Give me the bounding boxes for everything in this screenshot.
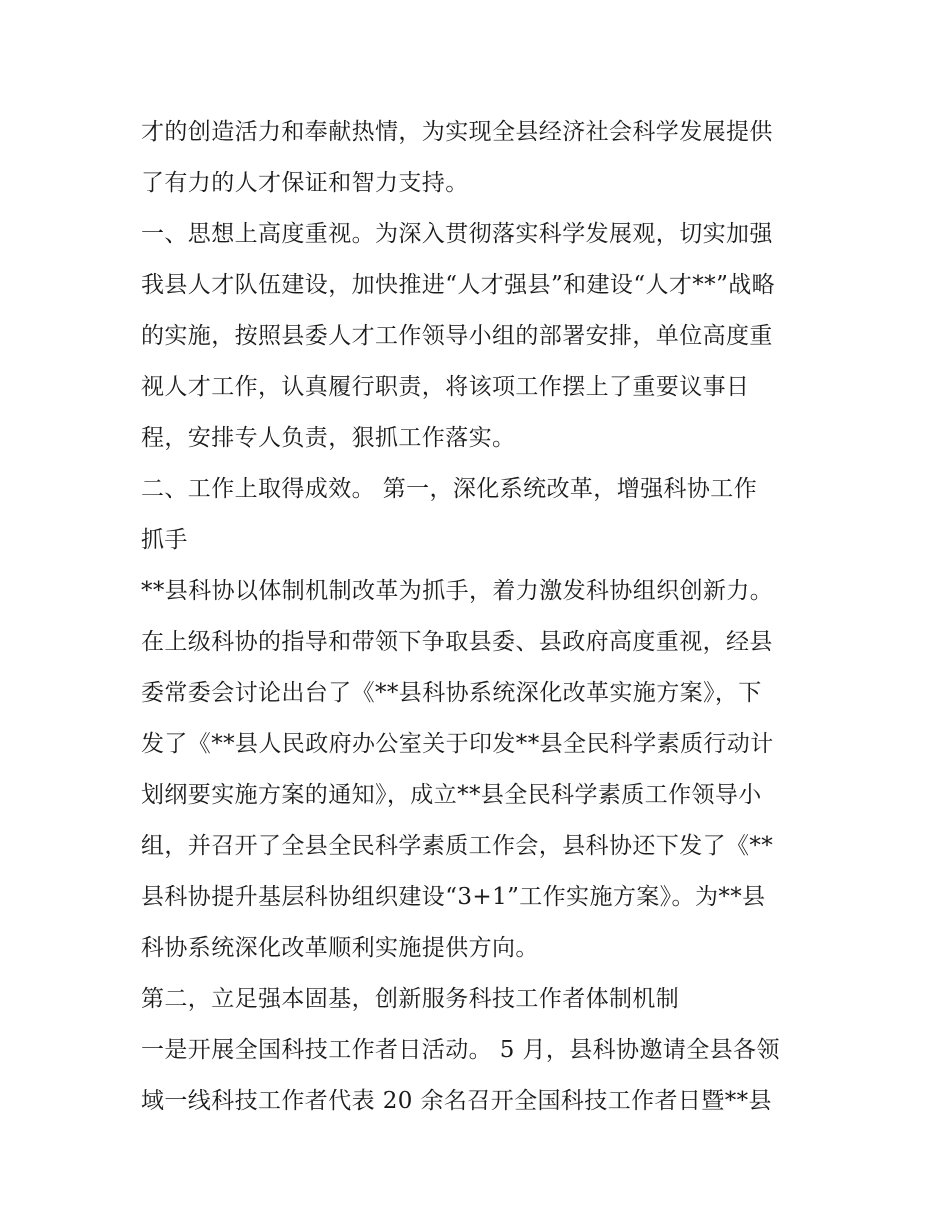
text-line: 抓手 xyxy=(141,527,188,553)
text-line: 在上级科协的指导和带领下争取县委、县政府高度重视，经县 xyxy=(141,629,773,655)
text-line: 县科协提升基层科协组织建设“3+1”工作实施方案》。为**县 xyxy=(141,884,766,910)
text-line: 视人才工作，认真履行职责，将该项工作摆上了重要议事日 xyxy=(141,374,750,400)
text-line: **县科协以体制机制改革为抓手，着力激发科协组织创新力。 xyxy=(141,578,774,604)
text-line: 第二，立足强本固基，创新服务科技工作者体制机制 xyxy=(141,986,680,1012)
text-line: 科协系统深化改革顺利实施提供方向。 xyxy=(141,935,539,961)
text-line: 我县人才队伍建设，加快推进“人才强县”和建设“人才**”战略 xyxy=(141,272,776,298)
text-line: 程，安排专人负责，狠抓工作落实。 xyxy=(141,425,516,451)
text-line: 划纲要实施方案的通知》，成立**县全民科学素质工作领导小 xyxy=(141,782,762,808)
text-line: 二、工作上取得成效。 第一，深化系统改革，增强科协工作 xyxy=(141,476,758,502)
text-line: 的实施，按照县委人才工作领导小组的部署安排，单位高度重 xyxy=(141,323,773,349)
text-line: 域一线科技工作者代表 20 余名召开全国科技工作者日暨**县 xyxy=(141,1088,772,1114)
text-line: 组，并召开了全县全民科学素质工作会，县科协还下发了《** xyxy=(141,833,774,859)
text-line: 才的创造活力和奉献热情，为实现全县经济社会科学发展提供 xyxy=(141,119,773,145)
text-line: 发了《**县人民政府办公室关于印发**县全民科学素质行动计 xyxy=(141,731,774,757)
text-line: 一、思想上高度重视。为深入贯彻落实科学发展观，切实加强 xyxy=(141,221,773,247)
text-line: 了有力的人才保证和智力支持。 xyxy=(141,170,469,196)
text-line: 一是开展全国科技工作者日活动。 5 月，县科协邀请全县各领 xyxy=(141,1037,780,1063)
document-body xyxy=(141,107,821,1127)
text-line: 委常委会讨论出台了《**县科协系统深化改革实施方案》，下 xyxy=(141,680,762,706)
